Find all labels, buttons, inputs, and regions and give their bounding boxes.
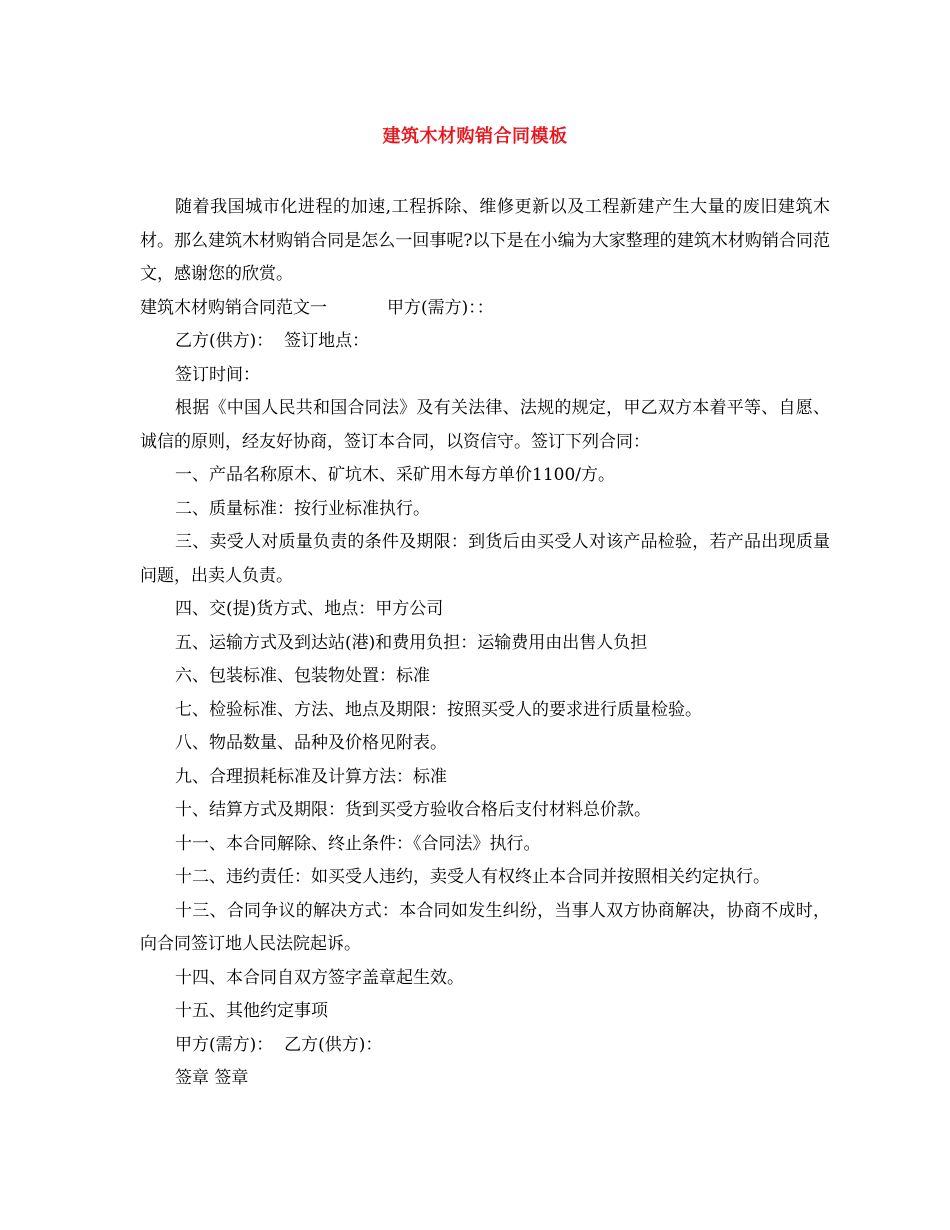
clause-12: 十二、违约责任：如买受人违约，卖受人有权终止本合同并按照相关约定执行。 bbox=[175, 867, 770, 887]
intro-paragraph: 随着我国城市化进程的加速,工程拆除、维修更新以及工程新建产生大量的废旧建筑木材。那么建筑木材购销合同是怎么一回事呢?以下是在小编为大家整理的建筑木材购销合同范文，感谢您的欣赏。 bbox=[140, 197, 830, 284]
party-a-line: 甲方(需方)：： bbox=[387, 297, 494, 318]
document-body bbox=[140, 191, 830, 1096]
sign-time-line: 签订时间： bbox=[175, 364, 260, 385]
clause-9: 九、合理损耗标准及计算方法：标准 bbox=[175, 766, 447, 787]
clause-2: 二、质量标准：按行业标准执行。 bbox=[175, 498, 430, 519]
clause-8: 八、物品数量、品种及价格见附表。 bbox=[175, 733, 447, 753]
clause-6: 六、包装标准、包装物处置：标准 bbox=[175, 666, 430, 686]
clause-15: 十五、其他约定事项 bbox=[175, 1001, 328, 1021]
sample-heading-line bbox=[140, 292, 830, 326]
preamble-paragraph: 根据《中国人民共和国合同法》及有关法律、法规的规定，甲乙双方本着平等、自愿、诚信的原则，经友好协商，签订本合同，以资信守。签订下列合同： bbox=[140, 398, 830, 452]
signature-seals-line: 签章 签章 bbox=[175, 1068, 249, 1088]
party-b-line: 乙方(供方)： 签订地点： bbox=[175, 331, 370, 351]
sample-heading: 建筑木材购销合同范文一 bbox=[140, 297, 327, 318]
clause-14: 十四、本合同自双方签字盖章起生效。 bbox=[175, 967, 464, 988]
clause-4: 四、交(提)货方式、地点：甲方公司 bbox=[175, 599, 444, 619]
signature-parties-line: 甲方(需方)： 乙方(供方)： bbox=[175, 1034, 383, 1055]
clause-3: 三、卖受人对质量负责的条件及期限：到货后由买受人对该产品检验，若产品出现质量问题，出卖人负责。 bbox=[140, 532, 830, 586]
clause-1: 一、产品名称原木、矿坑木、采矿用木每方单价1100/方。 bbox=[175, 465, 615, 485]
clause-5: 五、运输方式及到达站(港)和费用负担：运输费用由出售人负担 bbox=[175, 632, 648, 653]
clause-10: 十、结算方式及期限：货到买受方验收合格后支付材料总价款。 bbox=[175, 800, 651, 820]
document-title: 建筑木材购销合同模板 bbox=[382, 126, 568, 147]
clause-13: 十三、合同争议的解决方式：本合同如发生纠纷，当事人双方协商解决，协商不成时，向合同签订地人民法院起诉。 bbox=[140, 900, 830, 954]
clause-11: 十一、本合同解除、终止条件：《合同法》执行。 bbox=[175, 833, 541, 854]
clause-7: 七、检验标准、方法、地点及期限：按照买受人的要求进行质量检验。 bbox=[175, 699, 702, 720]
